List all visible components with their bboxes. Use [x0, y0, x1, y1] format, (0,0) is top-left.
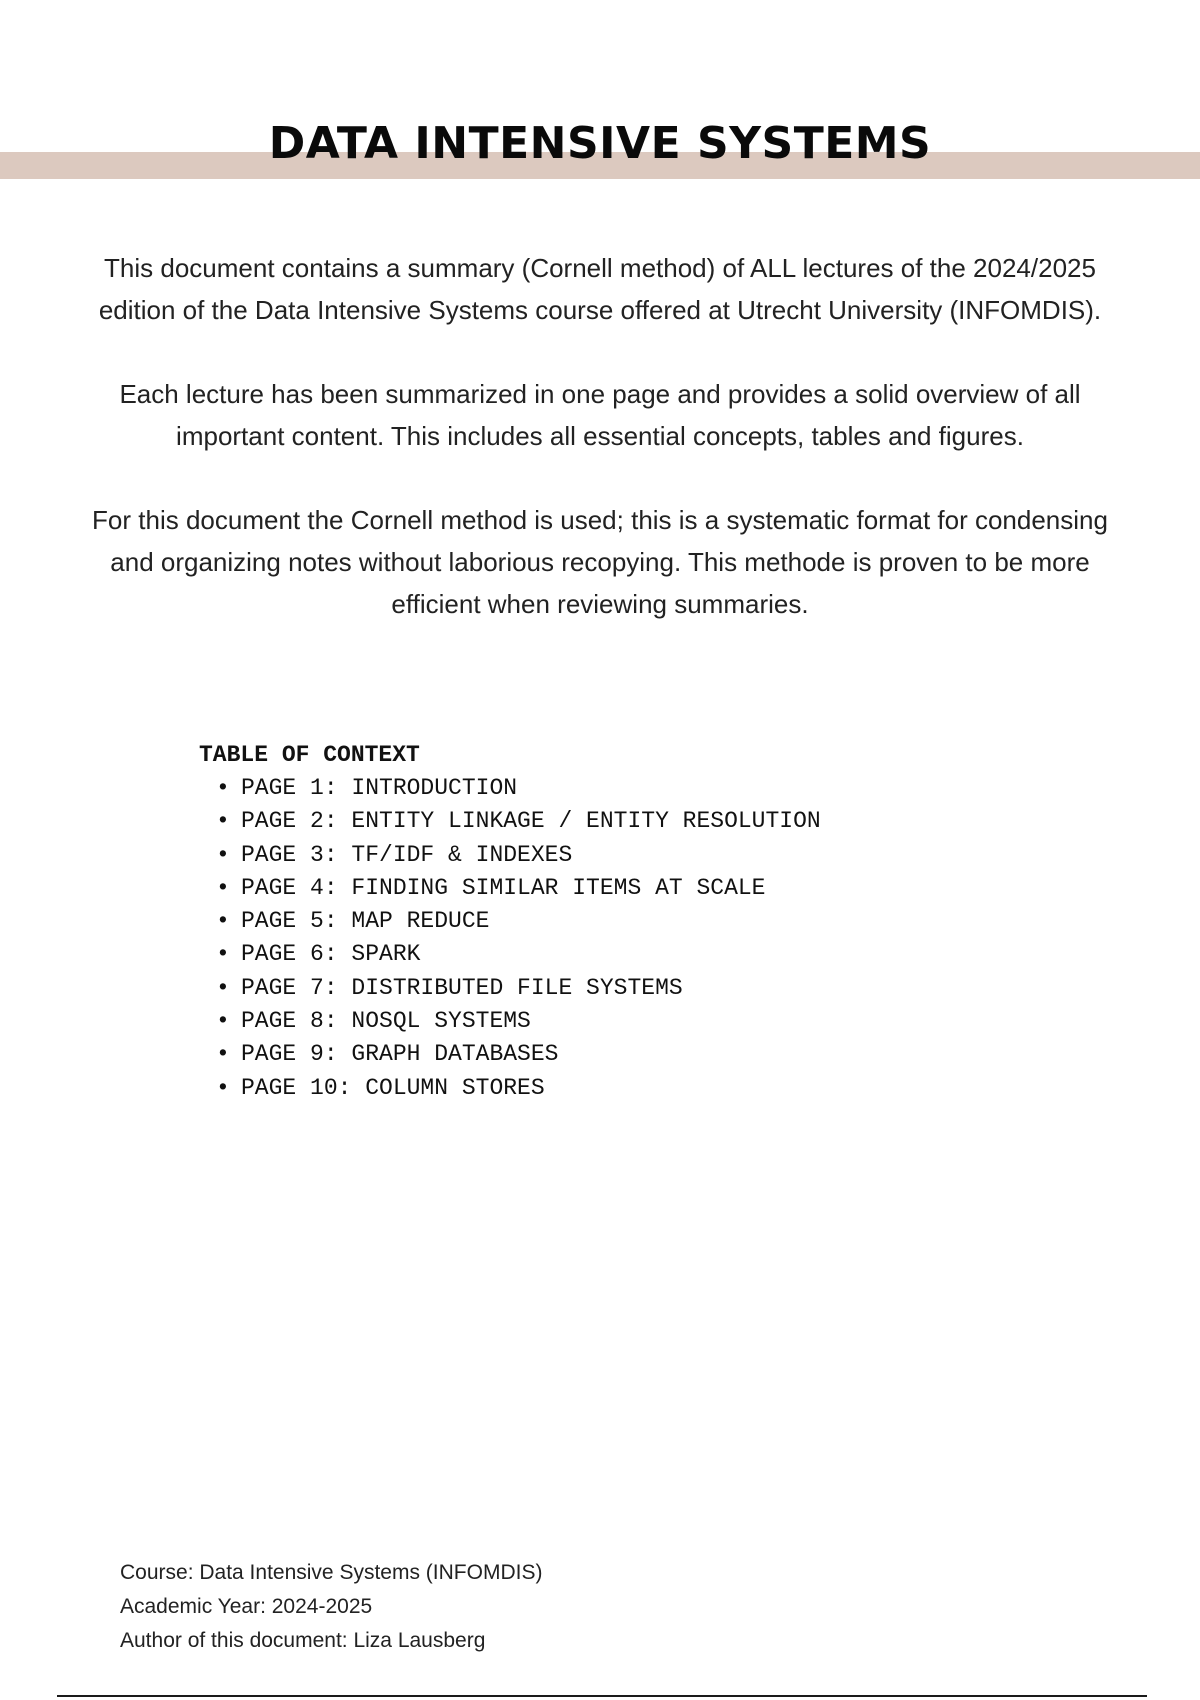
toc-item-label: PAGE 6: SPARK [241, 941, 421, 968]
toc-item [199, 905, 821, 938]
toc-item [199, 772, 821, 805]
toc-item [199, 1072, 821, 1105]
bullet-icon: • [216, 808, 230, 835]
bullet-icon: • [216, 974, 230, 1001]
toc-item-label: PAGE 9: GRAPH DATABASES [241, 1041, 559, 1068]
bottom-divider [57, 1695, 1147, 1697]
toc-item [199, 1005, 821, 1038]
bullet-icon: • [216, 841, 230, 868]
intro-section [70, 247, 1130, 667]
toc-item [199, 805, 821, 838]
toc-item-label: PAGE 10: COLUMN STORES [241, 1074, 545, 1101]
toc-item-label: PAGE 4: FINDING SIMILAR ITEMS AT SCALE [241, 874, 766, 901]
bullet-icon: • [216, 775, 230, 801]
document-footer [120, 1556, 542, 1658]
toc-item-label: PAGE 8: NOSQL SYSTEMS [241, 1008, 531, 1035]
toc-heading: TABLE OF CONTEXT [199, 742, 420, 768]
toc-item-label: PAGE 2: ENTITY LINKAGE / ENTITY RESOLUTION [241, 808, 821, 835]
toc-item-label: PAGE 1: INTRODUCTION [241, 775, 518, 801]
footer-author: Author of this document: Liza Lausberg [120, 1629, 486, 1652]
bullet-icon: • [216, 941, 230, 968]
toc-item [199, 872, 821, 905]
footer-course: Course: Data Intensive Systems (INFOMDIS) [120, 1561, 543, 1584]
toc-item [199, 972, 821, 1005]
bullet-icon: • [216, 1074, 230, 1101]
intro-paragraph-3: For this document the Cornell method is used; this is a systematic format for condensing and organizing notes without laborious recopying. This methode is proven to be more efficient when reviewing summaries. [92, 505, 1108, 619]
toc-item [199, 839, 821, 872]
toc-item-label: PAGE 7: DISTRIBUTED FILE SYSTEMS [241, 974, 683, 1001]
bullet-icon: • [216, 908, 230, 935]
intro-paragraph-2: Each lecture has been summarized in one page and provides a solid overview of all important content. This includes all essential concepts, tables and figures. [119, 379, 1081, 451]
toc-item-label: PAGE 5: MAP REDUCE [241, 908, 490, 935]
toc-item [199, 938, 821, 971]
intro-paragraph-1: This document contains a summary (Cornell method) of ALL lectures of the 2024/2025 edition of the Data Intensive Systems course offered at Utrecht University (INFOMDIS). [98, 253, 1102, 325]
toc-item [199, 1038, 821, 1071]
toc-list [199, 772, 821, 1105]
table-of-contents [199, 738, 821, 1105]
toc-item-label: PAGE 3: TF/IDF & INDEXES [241, 841, 573, 868]
bullet-icon: • [216, 1008, 230, 1035]
bullet-icon: • [216, 874, 230, 901]
footer-academic-year: Academic Year: 2024-2025 [120, 1595, 373, 1618]
bullet-icon: • [216, 1041, 230, 1068]
document-title: DATA INTENSIVE SYSTEMS [268, 118, 932, 169]
